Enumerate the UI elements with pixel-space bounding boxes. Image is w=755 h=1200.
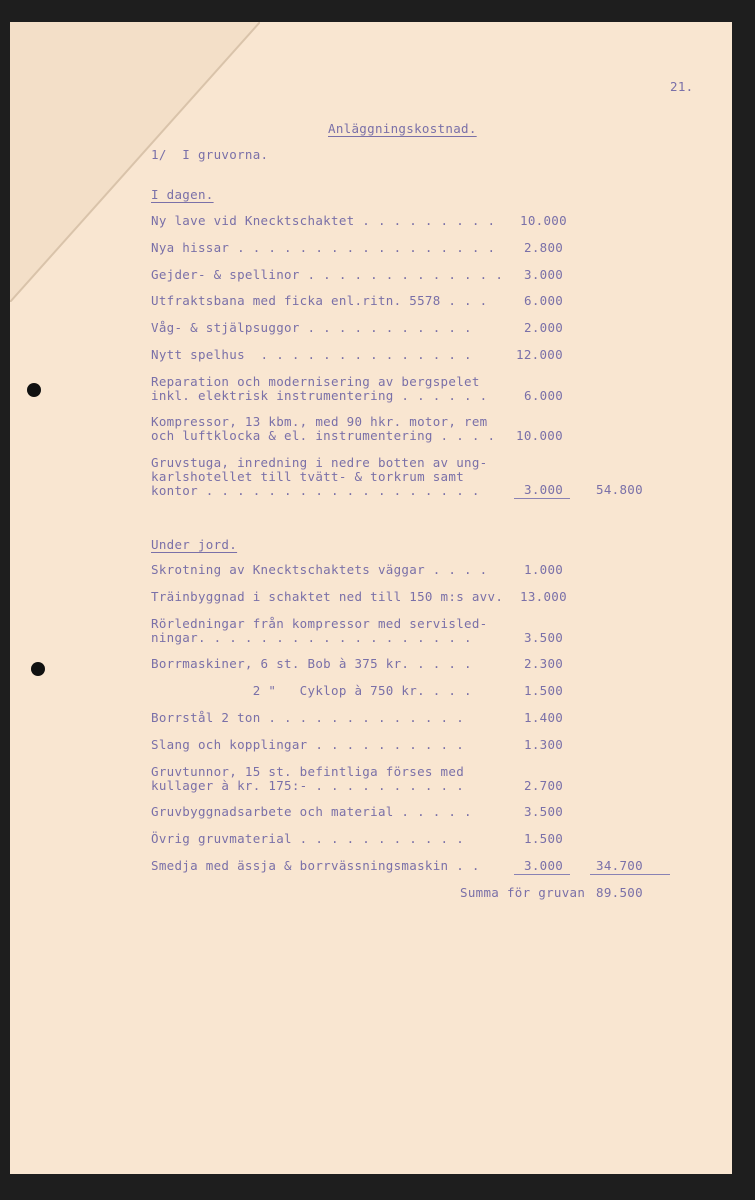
line-item-label: Reparation och modernisering av bergspelet inkl. elektrisk instrumentering . . . . . . <box>151 374 488 403</box>
group-total: 54.800 <box>596 482 643 497</box>
line-item-label: Gruvtunnor, 15 st. befintliga förses med kullager à kr. 175:- . . . . . . . . . . <box>151 764 465 793</box>
line-item-amount: 1.500 <box>524 683 564 698</box>
line-item-amount: 13.000 <box>520 589 567 604</box>
line-item-amount: 3.000 <box>524 482 564 497</box>
line-item-label: Rörledningar från kompressor med servisled- ningar. . . . . . . . . . . . . . . . . . <box>151 616 488 645</box>
group-total: 34.700 <box>596 858 643 873</box>
page-title: Anläggningskostnad. <box>328 121 477 136</box>
line-item-label: Borrmaskiner, 6 st. Bob à 375 kr. . . . . <box>151 656 472 671</box>
page-number: 21. <box>670 79 694 94</box>
line-item-amount: 3.000 <box>524 267 564 282</box>
sum-value: 89.500 <box>596 885 643 900</box>
line-item-amount: 10.000 <box>516 428 563 443</box>
line-item-amount: 2.300 <box>524 656 564 671</box>
line-item-label: Smedja med ässja & borrvässningsmaskin . . <box>151 858 480 873</box>
line-item-amount: 3.000 <box>524 858 564 873</box>
total-rule <box>590 874 670 875</box>
document-page <box>10 22 732 1174</box>
line-item-label: 2 " Cyklop à 750 kr. . . . <box>151 683 472 698</box>
line-item-label: Slang och kopplingar . . . . . . . . . . <box>151 737 465 752</box>
line-item-label: Våg- & stjälpsuggor . . . . . . . . . . . <box>151 320 472 335</box>
line-item-label: Nytt spelhus . . . . . . . . . . . . . . <box>151 347 472 362</box>
line-item-amount: 1.300 <box>524 737 564 752</box>
line-item-amount: 2.800 <box>524 240 564 255</box>
line-item-label: Nya hissar . . . . . . . . . . . . . . . . . <box>151 240 496 255</box>
group-heading: I dagen. <box>151 187 214 202</box>
section-heading: 1/ I gruvorna. <box>151 147 269 162</box>
punch-hole-bottom <box>31 662 45 676</box>
line-item-label: Kompressor, 13 kbm., med 90 hkr. motor, rem och luftklocka & el. instrumentering . . . . <box>151 414 496 443</box>
line-item-label: Gejder- & spellinor . . . . . . . . . . . . . <box>151 267 504 282</box>
line-item-label: Gruvbyggnadsarbete och material . . . . . <box>151 804 472 819</box>
group-heading: Under jord. <box>151 537 238 552</box>
line-item-label: Ny lave vid Knecktschaktet . . . . . . . . . <box>151 213 496 228</box>
line-item-amount: 1.400 <box>524 710 564 725</box>
line-item-label: Utfraktsbana med ficka enl.ritn. 5578 . . . <box>151 293 488 308</box>
line-item-amount: 3.500 <box>524 630 564 645</box>
line-item-amount: 6.000 <box>524 388 564 403</box>
line-item-amount: 12.000 <box>516 347 563 362</box>
line-item-amount: 10.000 <box>520 213 567 228</box>
line-item-label: Övrig gruvmaterial . . . . . . . . . . . <box>151 831 465 846</box>
line-item-label: Gruvstuga, inredning i nedre botten av ung- karlshotellet till tvätt- & torkrum samt kontor . . . . . . . . . . . . . . . . . . <box>151 455 488 498</box>
line-item-label: Skrotning av Knecktschaktets väggar . . . . <box>151 562 488 577</box>
line-item-amount: 3.500 <box>524 804 564 819</box>
line-item-amount: 1.500 <box>524 831 564 846</box>
punch-hole-top <box>27 383 41 397</box>
subtotal-rule <box>514 874 570 875</box>
line-item-label: Borrstål 2 ton . . . . . . . . . . . . . <box>151 710 465 725</box>
line-item-label: Träinbyggnad i schaktet ned till 150 m:s avv. <box>151 589 504 604</box>
line-item-amount: 2.700 <box>524 778 564 793</box>
line-item-amount: 2.000 <box>524 320 564 335</box>
subtotal-rule <box>514 498 570 499</box>
line-item-amount: 1.000 <box>524 562 564 577</box>
sum-label: Summa för gruvan <box>460 885 586 900</box>
fold-crease <box>10 22 260 302</box>
line-item-amount: 6.000 <box>524 293 564 308</box>
